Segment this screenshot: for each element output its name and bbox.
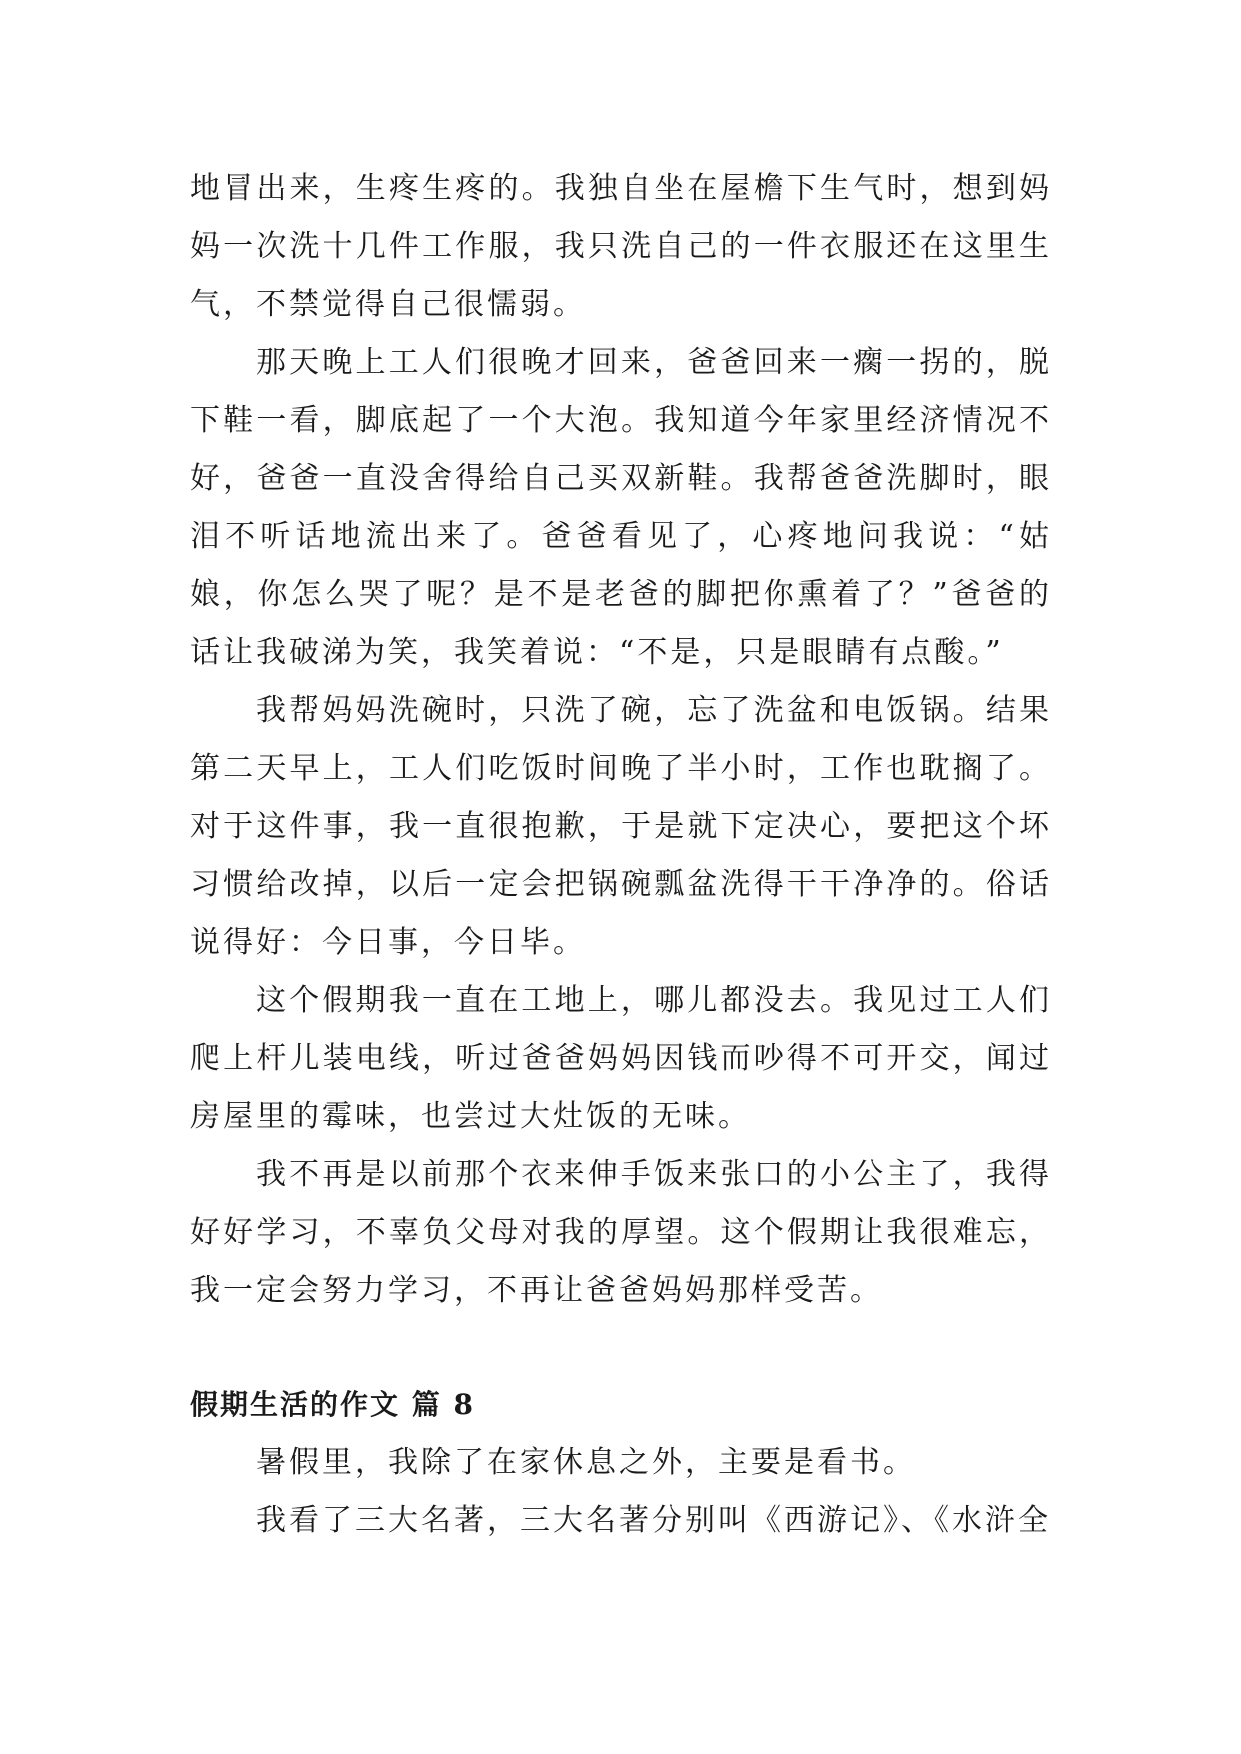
paragraph: 我帮妈妈洗碗时，只洗了碗，忘了洗盆和电饭锅。结果第二天早上，工人们吃饭时间晚了半小时，工作也耽搁了。对于这件事，我一直很抱歉，于是就下定决心，要把这个坏习惯给改掉，以后一定会把锅碗瓢盆洗得干干净净的。俗话说得好：今日事，今日毕。 (190, 693, 1052, 960)
paragraph: 我看了三大名著，三大名著分别叫《西游记》、《水浒全 (256, 1503, 1051, 1538)
document-body (190, 160, 1052, 1550)
paragraph: 我不再是以前那个衣来伸手饭来张口的小公主了，我得好好学习，不辜负父母对我的厚望。这个假期让我很难忘，我一定会努力学习，不再让爸爸妈妈那样受苦。 (190, 1157, 1052, 1308)
paragraph: 那天晚上工人们很晚才回来，爸爸回来一瘸一拐的，脱下鞋一看，脚底起了一个大泡。我知道今年家里经济情况不好，爸爸一直没舍得给自己买双新鞋。我帮爸爸洗脚时，眼泪不听话地流出来了。爸爸看见了，心疼地问我说：“姑娘，你怎么哭了呢？是不是老爸的脚把你熏着了？”爸爸的话让我破涕为笑，我笑着说：“不是，只是眼睛有点酸。” (190, 345, 1052, 670)
paragraph: 这个假期我一直在工地上，哪儿都没去。我见过工人们爬上杆儿装电线，听过爸爸妈妈因钱而吵得不可开交，闻过房屋里的霉味，也尝过大灶饭的无味。 (190, 983, 1052, 1134)
section-heading: 假期生活的作文 篇 8 (190, 1388, 475, 1421)
paragraph: 暑假里，我除了在家休息之外，主要是看书。 (256, 1445, 916, 1480)
paragraph: 地冒出来，生疼生疼的。我独自坐在屋檐下生气时，想到妈妈一次洗十几件工作服，我只洗自己的一件衣服还在这里生气，不禁觉得自己很懦弱。 (190, 171, 1052, 322)
